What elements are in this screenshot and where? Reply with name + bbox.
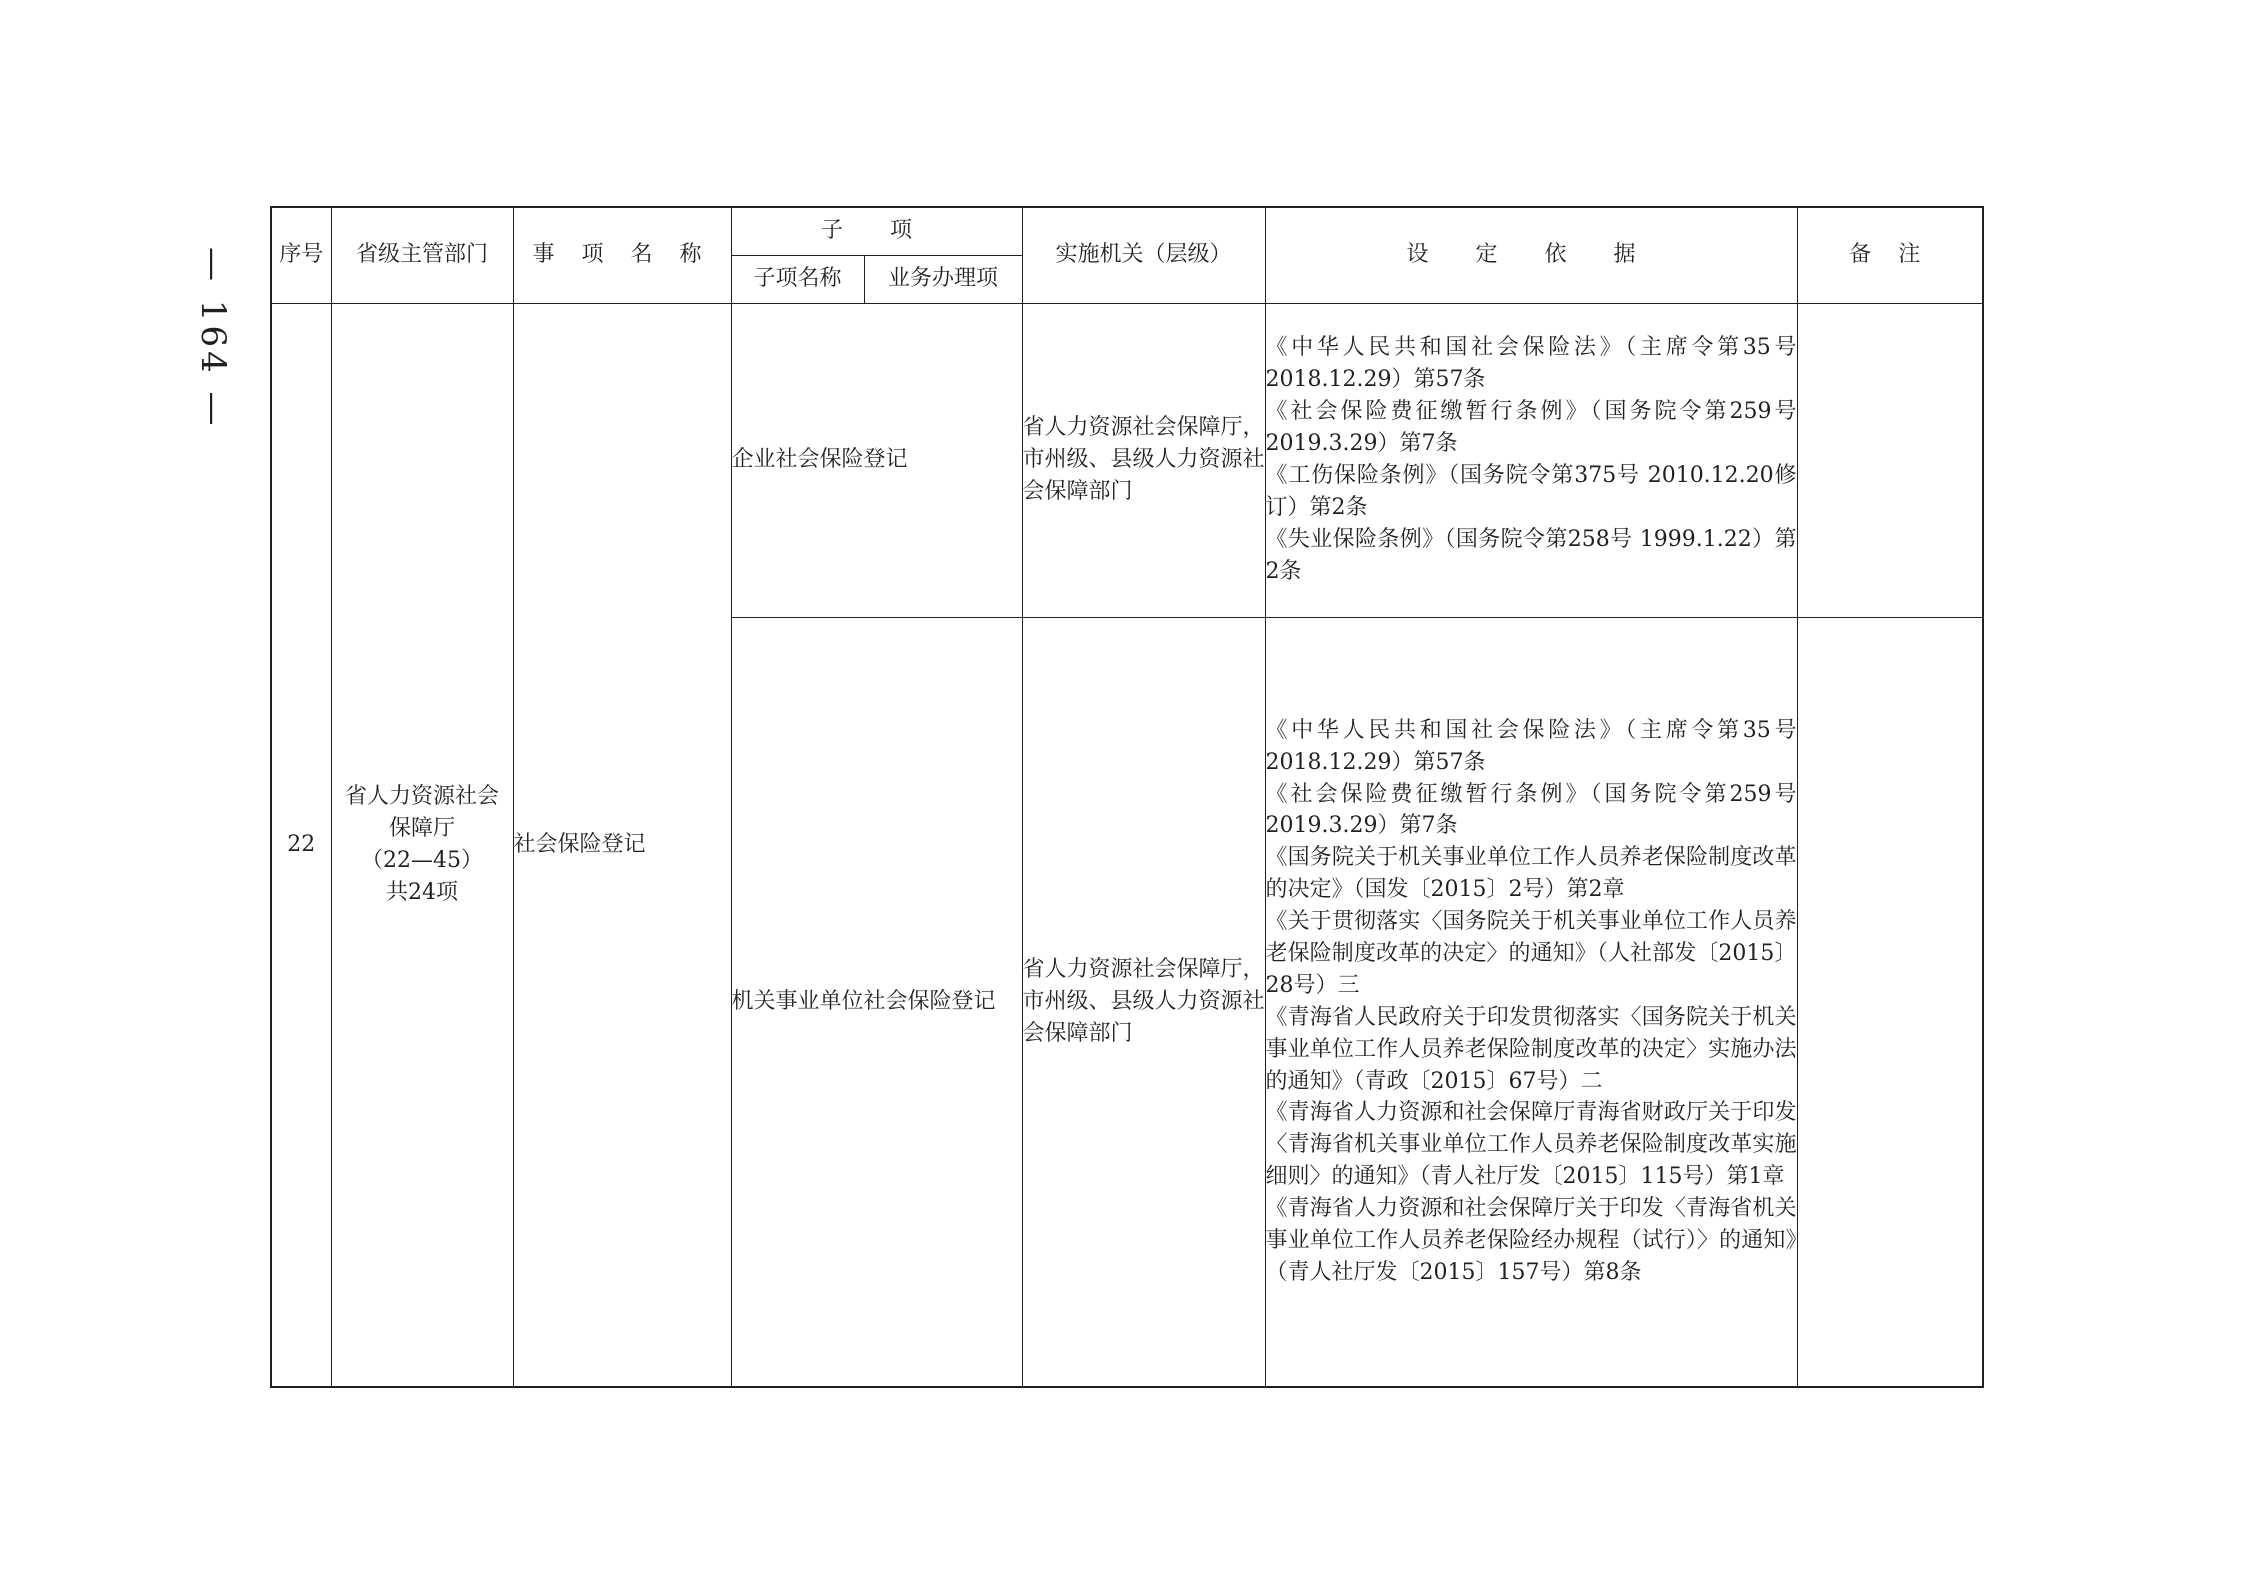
basis-line: 《青海省人力资源和社会保障厅青海省财政厅关于印发〈青海省机关事业单位工作人员养老保险制度改革实施细则〉的通知》（青人社厅发〔2015〕115号）第1章 [1265, 1100, 1797, 1190]
header-basis: 设 定 依 据 [1265, 207, 1797, 303]
header-sub-item: 子 项 [731, 207, 1022, 255]
remarks-cell [1797, 303, 1983, 617]
sub-item-name-cell: 机关事业单位社会保险登记 [731, 617, 1022, 1387]
header-serial: 序号 [271, 207, 331, 303]
basis-line: 《中华人民共和国社会保险法》（主席令第35号 2018.12.29）第57条 [1265, 717, 1797, 775]
basis-line: 《国务院关于机关事业单位工作人员养老保险制度改革的决定》（国发〔2015〕2号）第2章 [1265, 845, 1797, 903]
header-business-item: 业务办理项 [864, 255, 1022, 303]
department-line: 保障厅 [388, 815, 455, 841]
basis-line: 《青海省人力资源和社会保障厅关于印发〈青海省机关事业单位工作人员养老保险经办规程（试行）〉的通知》（青人社厅发〔2015〕157号）第8条 [1265, 1196, 1797, 1285]
basis-cell [1265, 303, 1797, 617]
serial-cell: 22 [271, 303, 331, 1387]
header-authority: 实施机关（层级） [1022, 207, 1265, 303]
basis-line: 《社会保险费征缴暂行条例》（国务院令第259号 2019.3.29）第7条 [1265, 781, 1797, 839]
basis-cell [1265, 617, 1797, 1387]
page-number: — 164 — [193, 246, 233, 430]
department-line: 共24项 [386, 879, 458, 905]
authority-cell: 省人力资源社会保障厅，市州级、县级人力资源社会保障部门 [1022, 303, 1265, 617]
table-row [271, 303, 1983, 617]
basis-line: 《青海省人民政府关于印发贯彻落实〈国务院关于机关事业单位工作人员养老保险制度改革的决定〉实施办法的通知》（青政〔2015〕67号）二 [1265, 1004, 1797, 1094]
table-header [271, 207, 1983, 303]
department-line: （22—45） [361, 847, 483, 873]
header-sub-item-name: 子项名称 [731, 255, 864, 303]
basis-line: 《社会保险费征缴暂行条例》（国务院令第259号 2019.3.29）第7条 [1265, 399, 1797, 457]
basis-line: 《失业保险条例》（国务院令第258号 1999.1.22）第2条 [1265, 526, 1797, 584]
basis-line: 《中华人民共和国社会保险法》（主席令第35号 2018.12.29）第57条 [1265, 335, 1797, 393]
department-cell [331, 303, 513, 1387]
sub-item-name-cell: 企业社会保险登记 [731, 303, 1022, 617]
header-department: 省级主管部门 [331, 207, 513, 303]
item-name-cell: 社会保险登记 [513, 303, 731, 1387]
header-remarks: 备 注 [1797, 207, 1983, 303]
basis-line: 《工伤保险条例》（国务院令第375号 2010.12.20修订）第2条 [1265, 463, 1797, 520]
header-item-name: 事 项 名 称 [513, 207, 731, 303]
department-line: 省人力资源社会 [344, 783, 499, 809]
approval-items-table [270, 206, 1984, 1388]
authority-cell: 省人力资源社会保障厅，市州级、县级人力资源社会保障部门 [1022, 617, 1265, 1387]
remarks-cell [1797, 617, 1983, 1387]
basis-line: 《关于贯彻落实〈国务院关于机关事业单位工作人员养老保险制度改革的决定〉的通知》（人社部发〔2015〕28号）三 [1265, 909, 1797, 998]
